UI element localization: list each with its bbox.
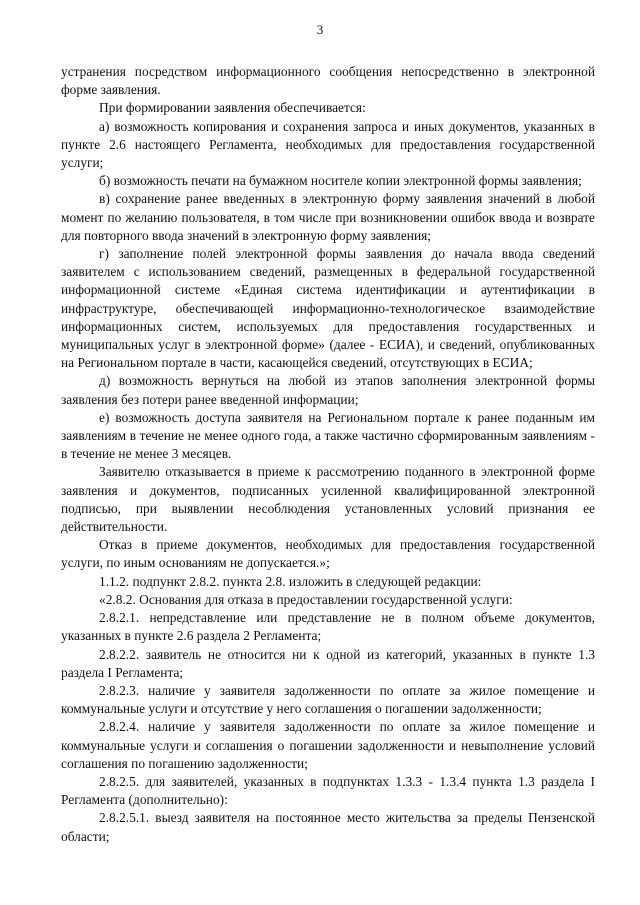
paragraph: в) сохранение ранее введенных в электронную форму заявления значений в любой момент по желанию пользователя, в том числе при возникновении ошибок ввода и возврате для повторного ввода значений в электронную форму заявления; xyxy=(61,191,595,243)
paragraph: 2.8.2.1. непредставление или представление не в полном объеме документов, указанных в пункте 2.6 раздела 2 Регламента; xyxy=(61,610,595,644)
paragraph: 2.8.2.2. заявитель не относится ни к одной из категорий, указанных в пункте 1.3 раздела I Регламента; xyxy=(61,646,595,680)
paragraph: е) возможность доступа заявителя на Региональном портале к ранее поданным им заявлениям в течение не менее одного года, а также частично сформированным заявлениям - в течение не менее 3 месяцев. xyxy=(61,409,595,462)
document-body xyxy=(61,63,595,846)
paragraph: Заявителю отказывается в приеме к рассмотрению поданного в электронной форме заявления и документов, подписанных усиленной квалифицированной электронной подписью, при выявлении несоблюдения установленных условий признания ее действительности. xyxy=(61,464,595,535)
paragraph: 2.8.2.3. наличие у заявителя задолженности по оплате за жилое помещение и коммунальные услуги и отсутствие у него соглашения о погашении задолженности; xyxy=(61,682,595,717)
paragraph: г) заполнение полей электронной формы заявления до начала ввода сведений заявителем с использованием сведений, размещенных в федеральной государственной информационной системе «Единая система идентификации и аутентификации в инфраструктуре, обеспечивающей информационно-технологическое взаимодействие информационных систем, используемых для предоставления государственных и муниципальных услуг в электронной форме» (далее - ЕСИА), и сведений, опубликованных на Региональном портале в части, касающейся сведений, отсутствующих в ЕСИА; xyxy=(61,246,595,371)
paragraph: 2.8.2.5.1. выезд заявителя на постоянное место жительства за пределы Пензенской области; xyxy=(61,810,595,844)
paragraph: «2.8.2. Основания для отказа в предоставлении государственной услуги: xyxy=(99,591,513,607)
paragraph: 2.8.2.4. наличие у заявителя задолженности по оплате за жилое помещение и коммунальные услуги и соглашения о погашении задолженности и невыполнение условий соглашения по погашению задолженности; xyxy=(61,719,595,771)
paragraph: а) возможность копирования и сохранения запроса и иных документов, указанных в пункте 2.6 настоящего Регламента, необходимых для предоставления государственной услуги; xyxy=(61,118,595,171)
paragraph: б) возможность печати на бумажном носителе копии электронной формы заявления; xyxy=(99,173,582,189)
page-number: 3 xyxy=(316,22,324,37)
paragraph: устранения посредством информационного сообщения непосредственно в электронной форме заявления. xyxy=(61,64,595,98)
paragraph: 2.8.2.5. для заявителей, указанных в подпунктах 1.3.3 - 1.3.4 пункта 1.3 раздела I Регламента (дополнительно): xyxy=(61,773,595,808)
paragraph: д) возможность вернуться на любой из этапов заполнения электронной формы заявления без потери ранее введенной информации; xyxy=(61,373,595,407)
paragraph: 1.1.2. подпункт 2.8.2. пункта 2.8. изложить в следующей редакции: xyxy=(99,573,482,589)
paragraph: При формировании заявления обеспечивается: xyxy=(99,100,366,116)
paragraph: Отказ в приеме документов, необходимых для предоставления государственной услуги, по иным основаниям не допускается.»; xyxy=(61,537,595,571)
